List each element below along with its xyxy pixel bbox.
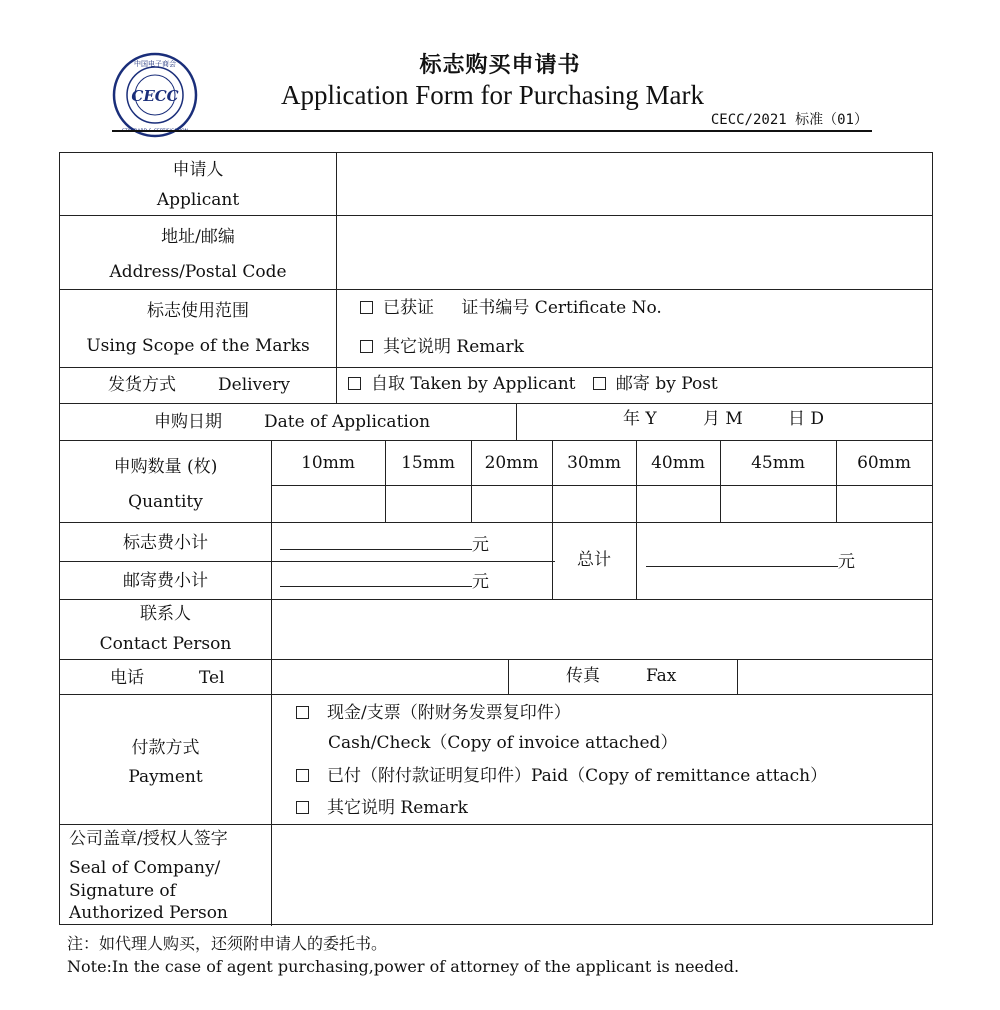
row-divider: [60, 599, 932, 600]
seal-label-en-3: Authorized Person: [69, 903, 228, 923]
row-divider: [60, 659, 932, 660]
fax-label-cn: 传真: [566, 666, 600, 686]
postage-fee-unit: 元: [472, 572, 489, 592]
scope-obtained-label: 已获证: [383, 298, 434, 318]
payment-cash-label-cn: 现金/支票（附财务发票复印件）: [327, 703, 571, 723]
payment-cash-checkbox[interactable]: [296, 706, 309, 719]
row-divider: [60, 403, 932, 404]
logo-ring-text-en: STANDARD & CERTIFICATION: [121, 129, 189, 134]
quantity-label-cn: 申购数量 (枚): [113, 457, 218, 477]
address-label-cn: 地址/邮编: [161, 227, 235, 247]
scope-other-checkbox[interactable]: [360, 340, 373, 353]
date-year-label: 年 Y: [623, 409, 657, 429]
delivery-post-checkbox[interactable]: [593, 377, 606, 390]
title-en: Application Form for Purchasing Mark: [281, 80, 704, 110]
scope-label-en: Using Scope of the Marks: [86, 336, 310, 356]
standard-code: CECC/2021 标准（01）: [710, 112, 868, 128]
certificate-no-label: 证书编号 Certificate No.: [461, 298, 662, 318]
row-divider: [60, 561, 555, 562]
mark-fee-field[interactable]: [280, 533, 472, 550]
tel-field[interactable]: [273, 661, 506, 692]
total-unit: 元: [838, 552, 855, 572]
row-divider: [60, 215, 932, 216]
payment-cash-label-en: Cash/Check（Copy of invoice attached）: [328, 733, 678, 753]
delivery-label-en: Delivery: [218, 375, 290, 395]
row-divider: [60, 694, 932, 695]
col-divider: [508, 659, 509, 694]
payment-paid-label: 已付（附付款证明复印件）Paid（Copy of remittance attach）: [327, 766, 828, 786]
title-cn: 标志购买申请书: [419, 53, 581, 78]
row-divider: [60, 522, 932, 523]
total-label: 总计: [577, 550, 611, 570]
delivery-post-label: 邮寄 by Post: [615, 374, 718, 394]
date-day-label: 日 D: [788, 409, 825, 429]
contact-label-en: Contact Person: [99, 634, 232, 654]
postage-fee-label: 邮寄费小计: [123, 571, 208, 591]
size-30mm: 30mm: [567, 453, 621, 473]
seal-label-en-1: Seal of Company/: [69, 858, 221, 878]
postage-fee-field[interactable]: [280, 570, 472, 587]
tel-label-en: Tel: [199, 668, 225, 688]
fax-label-en: Fax: [646, 666, 677, 686]
row-divider: [60, 367, 932, 368]
payment-paid-checkbox[interactable]: [296, 769, 309, 782]
payment-other-label: 其它说明 Remark: [327, 798, 468, 818]
total-field[interactable]: [646, 550, 838, 567]
delivery-self-label: 自取 Taken by Applicant: [371, 374, 576, 394]
size-60mm: 60mm: [857, 453, 911, 473]
note-cn: 注：如代理人购买，还须附申请人的委托书。: [67, 934, 388, 953]
row-divider: [271, 485, 932, 486]
mark-fee-unit: 元: [472, 535, 489, 555]
logo-ring-text: 中国电子商会: [134, 60, 176, 68]
scope-other-label: 其它说明 Remark: [383, 337, 524, 357]
size-20mm: 20mm: [484, 453, 539, 473]
applicant-label-en: Applicant: [156, 190, 240, 210]
payment-label-en: Payment: [128, 767, 203, 787]
size-10mm: 10mm: [301, 453, 355, 473]
col-divider: [271, 440, 272, 926]
row-divider: [60, 824, 932, 825]
mark-fee-label: 标志费小计: [123, 533, 208, 553]
delivery-label-cn: 发货方式: [108, 375, 176, 395]
applicant-field[interactable]: [338, 155, 930, 213]
size-40mm: 40mm: [651, 453, 705, 473]
payment-label-cn: 付款方式: [131, 738, 200, 758]
address-label-en: Address/Postal Code: [109, 262, 287, 282]
col-divider: [516, 403, 517, 440]
contact-field[interactable]: [273, 601, 930, 657]
col-divider: [336, 153, 337, 289]
row-divider: [60, 440, 932, 441]
applicant-label-cn: 申请人: [172, 160, 224, 180]
col-divider: [336, 289, 337, 403]
scope-obtained-checkbox[interactable]: [360, 301, 373, 314]
row-divider: [60, 289, 932, 290]
payment-other-checkbox[interactable]: [296, 801, 309, 814]
col-divider: [737, 659, 738, 694]
delivery-self-checkbox[interactable]: [348, 377, 361, 390]
header-rule: [112, 130, 872, 132]
application-form: [59, 152, 933, 925]
contact-label-cn: 联系人: [140, 604, 191, 624]
quantity-label-en: Quantity: [128, 492, 203, 512]
scope-label-cn: 标志使用范围: [147, 301, 249, 321]
logo-center-text: CECC: [131, 87, 179, 105]
date-label-cn: 申购日期: [154, 412, 222, 432]
date-month-label: 月 M: [703, 409, 743, 429]
date-label-en: Date of Application: [264, 412, 431, 432]
size-45mm: 45mm: [751, 453, 805, 473]
note-en: Note:In the case of agent purchasing,power of attorney of the applicant is needed.: [67, 957, 740, 976]
seal-label-cn: 公司盖章/授权人签字: [69, 829, 228, 849]
seal-label-en-2: Signature of: [69, 881, 176, 901]
size-15mm: 15mm: [401, 453, 455, 473]
fax-field[interactable]: [739, 661, 930, 692]
address-field[interactable]: [338, 217, 930, 287]
seal-signature-field[interactable]: [273, 826, 930, 923]
tel-label-cn: 电话: [110, 668, 144, 688]
